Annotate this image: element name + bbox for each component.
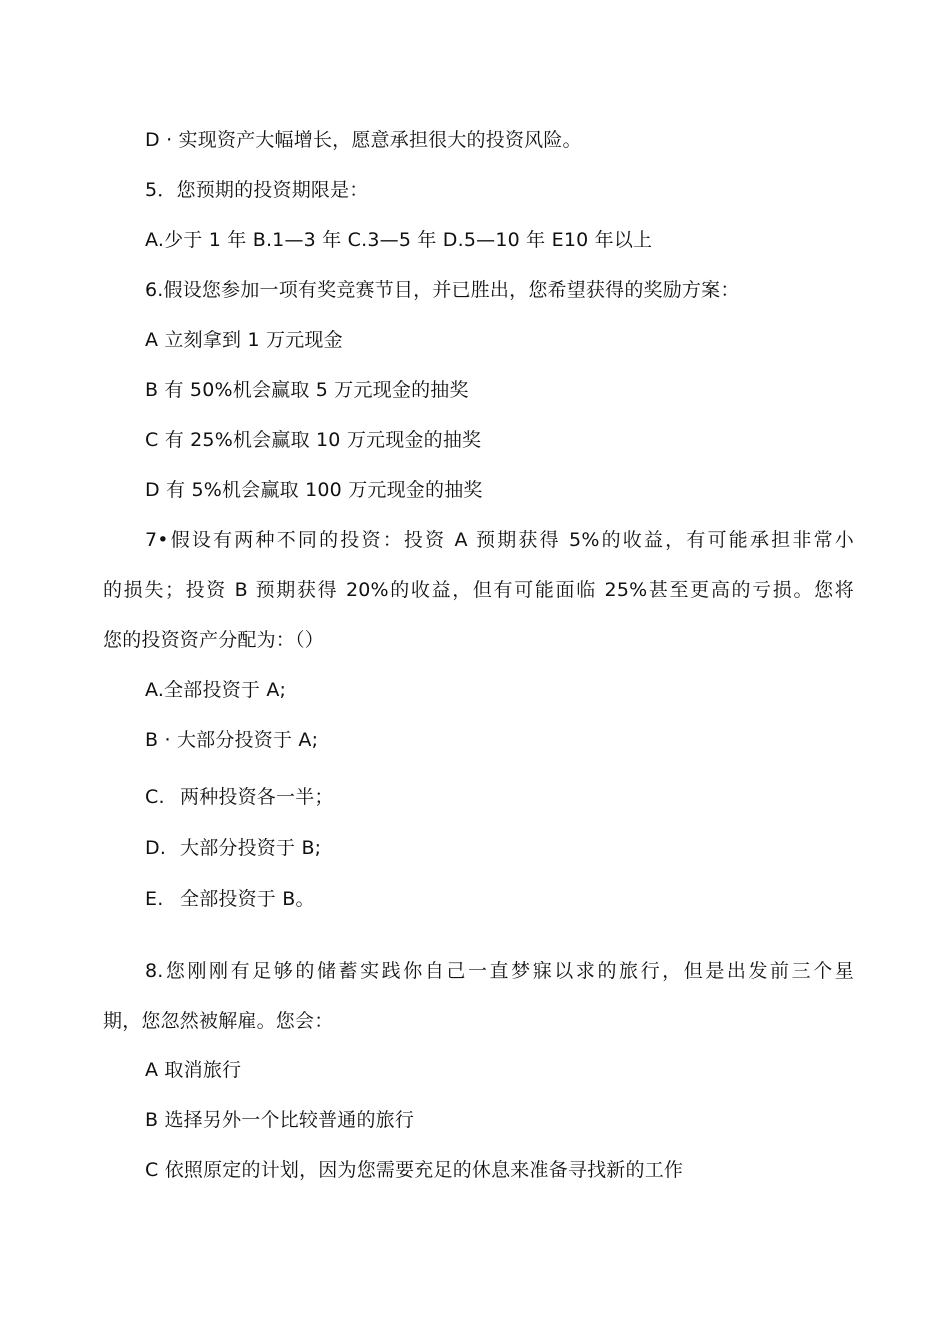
q6-option-a: A 立刻拿到 1 万元现金 bbox=[145, 329, 343, 351]
q7-option-e bbox=[145, 887, 315, 911]
q7-option-c bbox=[145, 785, 334, 809]
q7-option-c-text: 两种投资各一半； bbox=[180, 786, 334, 808]
q5-options: A.少于 1 年 B.1—3 年 C.3—5 年 D.5—10 年 E10 年以上 bbox=[145, 229, 653, 251]
q8-option-a: A 取消旅行 bbox=[145, 1059, 242, 1081]
q7-option-b: B · 大部分投资于 A; bbox=[145, 729, 319, 751]
q6-option-d: D 有 5%机会赢取 100 万元现金的抽奖 bbox=[145, 479, 483, 501]
q6-option-b: B 有 50%机会赢取 5 万元现金的抽奖 bbox=[145, 379, 469, 401]
q7-option-a: A.全部投资于 A; bbox=[145, 679, 287, 701]
q8-option-c: C 依照原定的计划，因为您需要充足的休息来准备寻找新的工作 bbox=[145, 1159, 684, 1181]
q8-option-b: B 选择另外一个比较普通的旅行 bbox=[145, 1109, 415, 1131]
q7-option-d-text: 大部分投资于 B; bbox=[180, 837, 322, 859]
q6-option-c: C 有 25%机会赢取 10 万元现金的抽奖 bbox=[145, 429, 482, 451]
q7-option-c-marker: C. bbox=[145, 786, 165, 808]
q8-question-line-2: 期，您忽然被解雇。您会： bbox=[103, 1010, 334, 1032]
q5-question: 5．您预期的投资期限是： bbox=[145, 179, 369, 201]
q7-question-line-3: 您的投资资产分配为：（） bbox=[103, 629, 324, 651]
q7-question-line-1: 7•假设有两种不同的投资：投资 A 预期获得 5%的收益，有可能承担非常小 bbox=[145, 529, 854, 551]
q7-option-e-text: 全部投资于 B。 bbox=[180, 888, 315, 910]
q7-question-line-2: 的损失；投资 B 预期获得 20%的收益，但有可能面临 25%甚至更高的亏损。您将 bbox=[103, 579, 854, 601]
q7-option-d bbox=[145, 836, 321, 860]
q4-option-d: D · 实现资产大幅增长，愿意承担很大的投资风险。 bbox=[145, 129, 582, 151]
q8-question-line-1: 8.您刚刚有足够的储蓄实践你自己一直梦寐以求的旅行，但是出发前三个星 bbox=[145, 960, 854, 982]
q7-option-e-marker: E. bbox=[145, 888, 164, 910]
q6-question: 6.假设您参加一项有奖竞赛节目，并已胜出，您希望获得的奖励方案： bbox=[145, 279, 740, 301]
q7-option-d-marker: D. bbox=[145, 837, 167, 859]
